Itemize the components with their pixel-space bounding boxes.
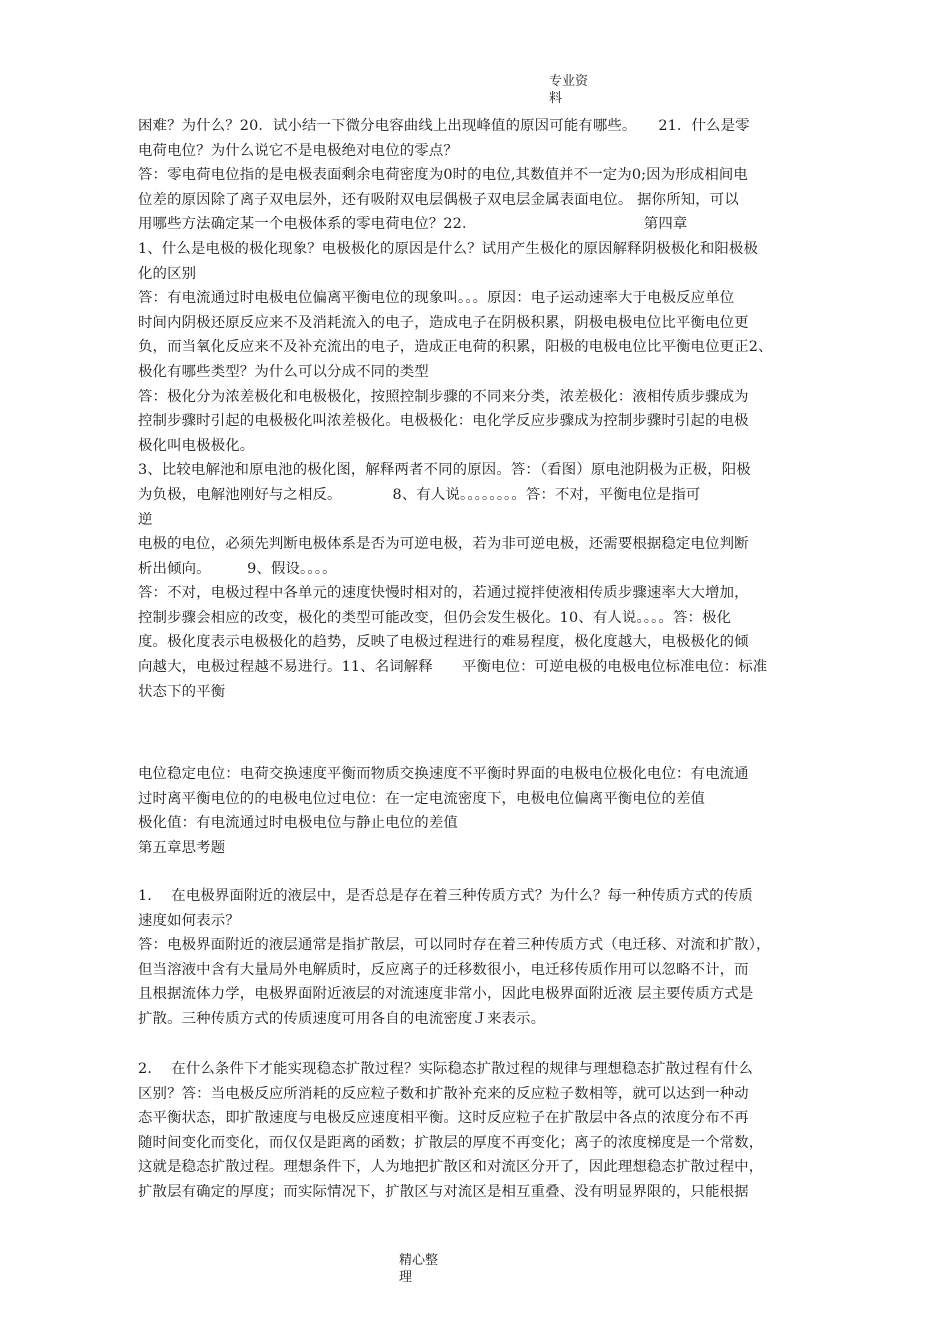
text-line: 扩散层有确定的厚度；而实际情况下，扩散区与对流区是相互重叠、没有明显界限的，只能根据 [138, 1183, 749, 1200]
text-line: 极化值：有电流通过时电极电位与静止电位的差值 [138, 815, 458, 832]
text-line: 答：电极界面附近的液层通常是指扩散层，可以同时存在着三种传质方式（电迁移、对流和扩散）， [138, 937, 771, 954]
text-line: 控制步骤会相应的改变，极化的类型可能改变，但仍会发生极化。10、有人说。。。。答：极化 [138, 609, 732, 626]
text-line: 度。极化度表示电极极化的趋势，反映了电极过程进行的难易程度，极化度越大，电极极化的倾 [138, 634, 749, 651]
text-line: 析出倾向。 9、假设。。。。 [138, 560, 337, 577]
text-line: 逆 [138, 511, 153, 528]
text-line: 第五章思考题 [138, 839, 226, 856]
text-line: 答：有电流通过时电极电位偏离平衡电位的现象叫。。。原因：电子运动速率大于电极反应单位 [138, 290, 735, 307]
text-line: 答：不对，电极过程中各单元的速度快慢时相对的，若通过搅拌使液相传质步骤速率大大增加， [138, 585, 749, 602]
page-header [549, 73, 588, 107]
text-line: 2. 在什么条件下才能实现稳态扩散过程？实际稳态扩散过程的规律与理想稳态扩散过程有什么 [138, 1061, 753, 1077]
text-line: 负，而当氧化反应来不及补充流出的电子，造成正电荷的积累，阳极的电极电位比平衡电位更正2、 [138, 339, 773, 356]
text-line: 1、什么是电极的极化现象？电极极化的原因是什么？试用产生极化的原因解释阴极极化和阳极极 [138, 240, 759, 257]
text-line: 随时间变化而变化，而仅仅是距离的函数；扩散层的厚度不再变化；离子的浓度梯度是一个常数， [138, 1134, 764, 1151]
text-line: 困难？为什么？20．试小结一下微分电容曲线上出现峰值的原因可能有哪些。 21．什么是零 [138, 118, 750, 134]
text-line: 用哪些方法确定某一个电极体系的零电荷电位？22． 第四章 [138, 216, 688, 233]
text-line: 状态下的平衡 [138, 683, 226, 700]
text-line: 答：零电荷电位指的是电极表面剩余电荷密度为0时的电位,其数值并不一定为0;因为形成相间电 [138, 167, 748, 184]
text-line: 化的区别 [138, 265, 197, 282]
text-line: 时间内阴极还原反应来不及消耗流入的电子，造成电子在阴极积累，阴极电极电位比平衡电位更 [138, 314, 749, 331]
text-line: 但当溶液中含有大量局外电解质时，反应离子的迁移数很小，电迁移传质作用可以忽略不计，而 [138, 961, 749, 978]
page-footer [399, 1252, 438, 1286]
text-line: 态平衡状态，即扩散速度与电极反应速度相平衡。这时反应粒子在扩散层中各点的浓度分布不再 [138, 1110, 749, 1127]
footer-line: 理 [399, 1270, 413, 1285]
text-block-question-2 [138, 1057, 838, 1205]
text-line: 电荷电位？为什么说它不是电极绝对电位的零点？ [138, 142, 458, 159]
text-line: 过时离平衡电位的的电极电位过电位：在一定电流密度下，电极电位偏离平衡电位的差值 [138, 790, 706, 807]
text-line: 向越大，电极过程越不易进行。11、名词解释 平衡电位：可逆电极的电极电位标准电位：标准 [138, 659, 768, 676]
text-line: 速度如何表示？ [138, 912, 240, 929]
text-line: 扩散。三种传质方式的传质速度可用各自的电流密度Ｊ来表示。 [138, 1010, 546, 1027]
header-line: 料 [549, 91, 563, 106]
text-block-definitions [138, 762, 838, 860]
text-line: 电位稳定电位：电荷交换速度平衡而物质交换速度不平衡时界面的电极电位极化电位：有电流通 [138, 766, 749, 782]
text-line: 答：极化分为浓差极化和电极极化，按照控制步骤的不同来分类，浓差极化：液相传质步骤成为 [138, 388, 749, 405]
text-line: 为负极，电解池刚好与之相反。 8、有人说。。。。。。。。答：不对，平衡电位是指可 [138, 486, 701, 503]
text-line: 位差的原因除了离子双电层外，还有吸附双电层偶极子双电层金属表面电位。 据你所知，可以 [138, 191, 739, 208]
text-line: 极化有哪些类型？为什么可以分成不同的类型 [138, 363, 429, 380]
footer-line: 精心整 [399, 1253, 439, 1268]
text-line: 且根据流体力学，电极界面附近液层的对流速度非常小，因此电极界面附近液 层主要传质方式是 [138, 986, 754, 1003]
text-line: 这就是稳态扩散过程。理想条件下，人为地把扩散区和对流区分开了，因此理想稳态扩散过程中， [138, 1159, 764, 1176]
text-line: 3、比较电解池和原电池的极化图，解释两者不同的原因。答：（看图）原电池阴极为正极，阳极 [138, 462, 751, 479]
text-line: 1. 在电极界面附近的液层中，是否总是存在着三种传质方式？为什么？每一种传质方式的传质 [138, 888, 753, 904]
text-block-question-1 [138, 884, 838, 1032]
header-line: 专业资 [549, 74, 589, 89]
text-line: 电极的电位，必须先判断电极体系是否为可逆电极，若为非可逆电极，还需要根据稳定电位判断 [138, 536, 749, 553]
text-block-chapter-4 [138, 114, 838, 704]
text-line: 极化叫电极极化。 [138, 437, 255, 454]
text-line: 区别？答：当电极反应所消耗的反应粒子数和扩散补充来的反应粒子数相等，就可以达到一种动 [138, 1085, 749, 1102]
text-line: 控制步骤时引起的电极极化叫浓差极化。电极极化：电化学反应步骤成为控制步骤时引起的电极 [138, 413, 749, 430]
